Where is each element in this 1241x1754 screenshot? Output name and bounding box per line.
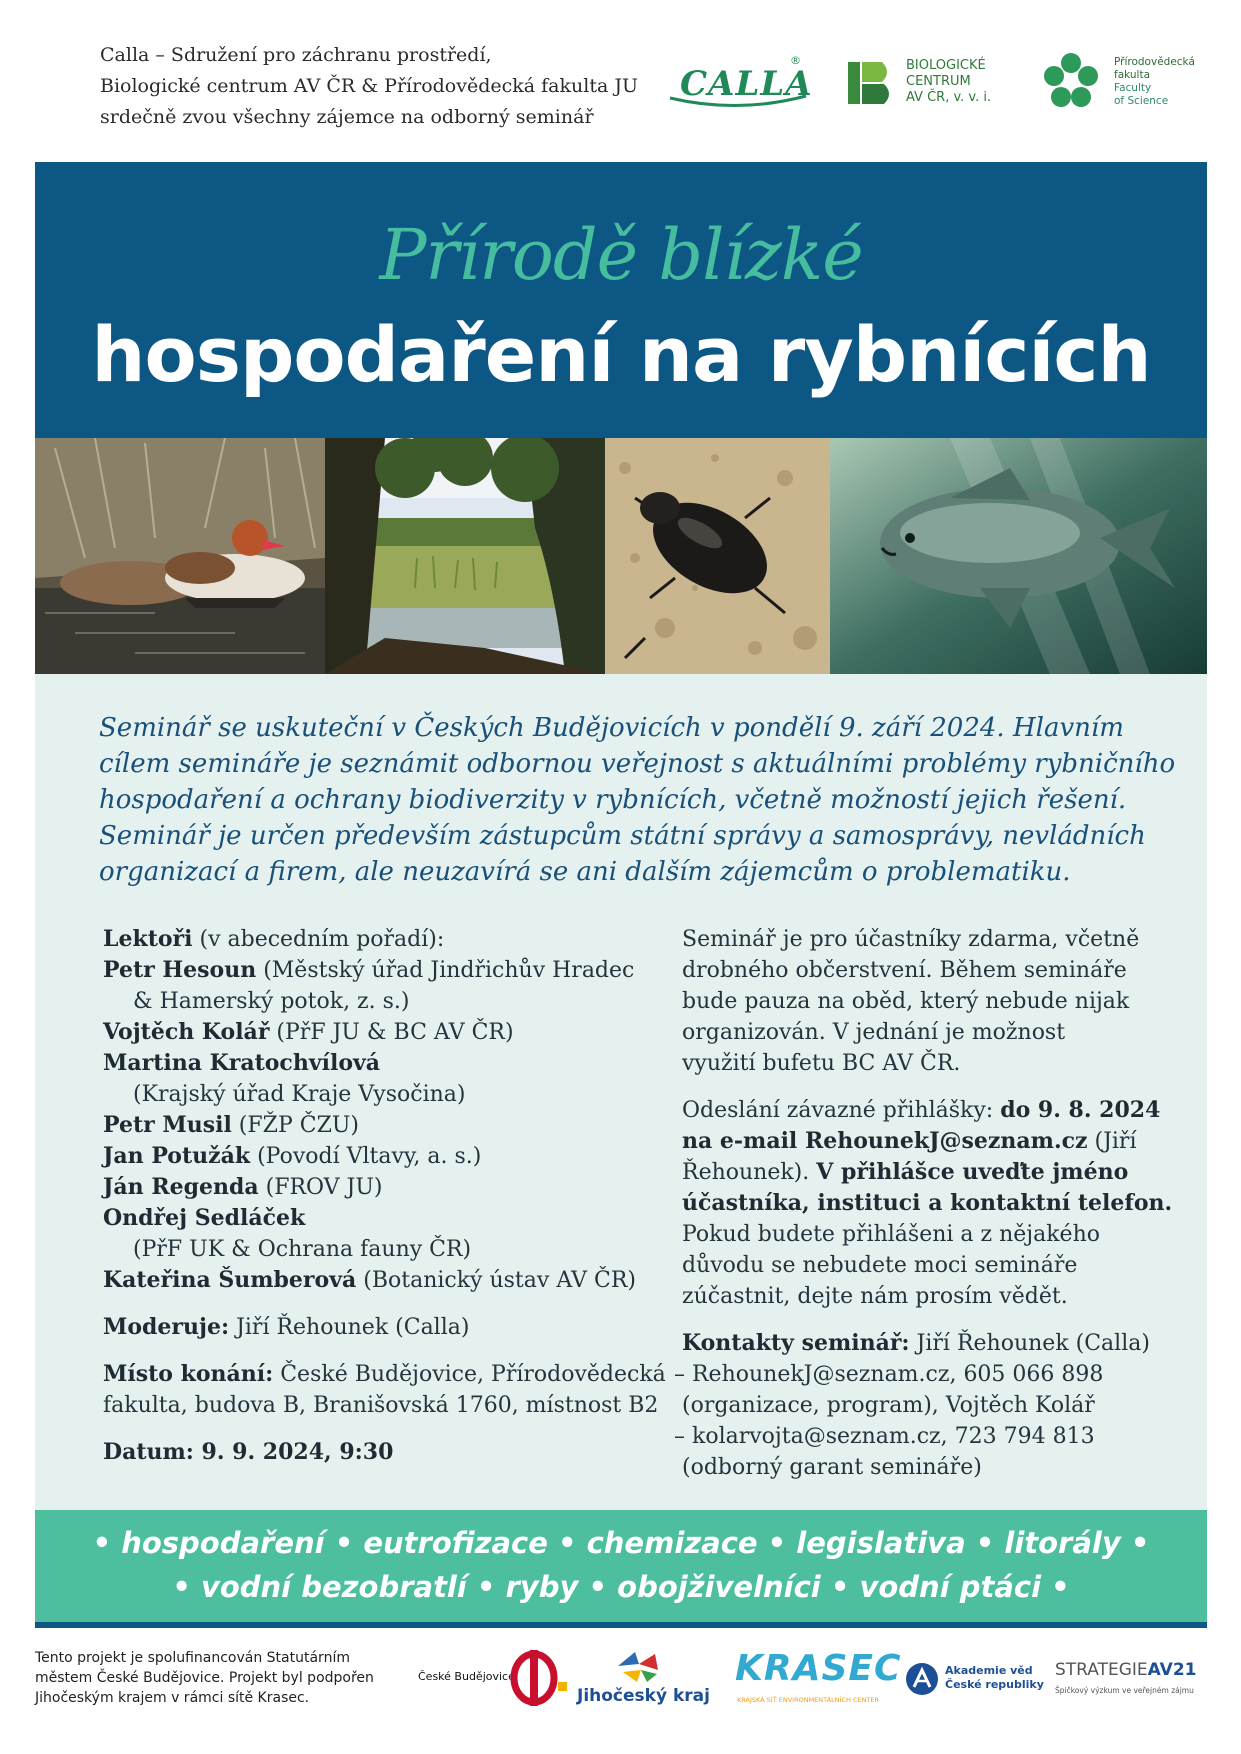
strategie-av21-logo: STRATEGIEAV21 Špičkový výzkum ve veřejném zájmu bbox=[1055, 1660, 1197, 1695]
intro-line: Biologické centrum AV ČR & Přírodovědecká fakulta JU bbox=[100, 75, 638, 97]
keywords-line: • vodní bezobratlí • ryby • obojživelníci • vodní ptáci • bbox=[172, 1570, 1070, 1604]
photo-strip bbox=[35, 438, 1207, 674]
moderator: Moderuje: Jiří Řehounek (Calla) bbox=[103, 1314, 470, 1340]
photo-duck bbox=[35, 438, 325, 674]
lecturer-item: Ondřej Sedláček bbox=[103, 1205, 306, 1231]
lecturer-item: Petr Hesoun (Městský úřad Jindřichův Hradec bbox=[103, 957, 635, 983]
bc-leaf-icon bbox=[848, 58, 894, 108]
calla-logo-text: CALLA bbox=[680, 64, 813, 104]
photo-beetle bbox=[605, 438, 830, 674]
jk-mark-icon bbox=[613, 1648, 663, 1682]
lecturer-item: Petr Musil (FŽP ČZU) bbox=[103, 1112, 359, 1138]
venue: Místo konání: České Budějovice, Přírodovědecká bbox=[103, 1361, 666, 1387]
akademie-ved-logo: Akademie věd České republiky bbox=[905, 1660, 1035, 1700]
lecturer-item: Jan Potužák (Povodí Vltavy, a. s.) bbox=[103, 1143, 482, 1169]
biologicke-centrum-logo: BIOLOGICKÉ CENTRUM AV ČR, v. v. i. bbox=[848, 58, 1008, 110]
registration-email: na e-mail RehounekJ@seznam.cz (Jiří bbox=[682, 1128, 1137, 1154]
intro-line: Calla – Sdružení pro záchranu prostředí, bbox=[100, 44, 492, 66]
cb-mark-icon bbox=[510, 1650, 568, 1706]
keywords-band bbox=[35, 1510, 1207, 1622]
info-section bbox=[35, 674, 1207, 1510]
title-line-1: Přírodě blízké bbox=[379, 214, 863, 296]
intro-text bbox=[100, 40, 660, 133]
jihocesky-kraj-logo: Jihočeský kraj bbox=[575, 1648, 705, 1710]
contacts: Kontakty seminář: Jiří Řehounek (Calla) bbox=[682, 1330, 1150, 1356]
prf-jcu-logo: Přírodovědecká fakulta Faculty of Science bbox=[1042, 52, 1222, 112]
lecturer-item: Ján Regenda (FROV JU) bbox=[103, 1174, 383, 1200]
title-line-2: hospodaření na rybnících bbox=[91, 310, 1151, 399]
lecturers-column: Lektoři (v abecedním pořadí): Petr Hesoun (Městský úřad Jindřichův Hradec & Hamerský potok, z. s.) Vojtěch Kolář (PřF JU & BC AV ČR) Martina Kratochvílová (Krajský úřad Kraje Vysočina) Petr Musil (FŽP ČZU) Jan Potužák (Povodí Vltavy, a. s.) Ján Regenda (FROV JU) Ondřej Sedláček (PřF UK & Ochrana fauny ČR) Kateřina Šumberová (Botanický ústav AV ČR) Moderuje: Jiří Řehounek (Calla) Místo konání: České Budějovice, Přírodovědecká fakulta, budova B, Branišovská 1760, místnost B2 Datum: 9. 9. 2024, 9:30 bbox=[103, 924, 663, 1468]
calla-swoosh-icon bbox=[668, 92, 808, 112]
event-date: Datum: 9. 9. 2024, 9:30 bbox=[103, 1439, 394, 1465]
krasec-logo: KRASEC KRAJSKÁ SÍŤ ENVIRONMENTÁLNÍCH CENTER bbox=[735, 1648, 902, 1704]
details-column: Seminář je pro účastníky zdarma, včetně drobného občerstvení. Během semináře bude pauza na oběd, který nebude nijak organizován. V jednání je možnost využití bufetu BC AV ČR. Odeslání závazné přihlášky: do 9. 8. 2024 na e-mail RehounekJ@seznam.cz (Jiří Řehounek). V přihlášce uveďte jméno účastníka, instituci a kontaktní telefon. Pokud budete přihlášeni a z nějakého důvodu se nebudete moci semináře zúčastnit, dejte nám prosím vědět. Kontakty seminář: Jiří Řehounek (Calla) – RehounekJ@seznam.cz, 605 066 898 (organizace, program), Vojtěch Kolář – kolarvojta@seznam.cz, 723 794 813 (odborný garant semináře) bbox=[682, 924, 1182, 1483]
av-mark-icon bbox=[905, 1662, 939, 1696]
lecturer-item: Vojtěch Kolář (PřF JU & BC AV ČR) bbox=[103, 1019, 514, 1045]
lecturer-item: Kateřina Šumberová (Botanický ústav AV ČR) bbox=[103, 1267, 636, 1293]
divider bbox=[35, 1622, 1207, 1628]
funding-note: Tento projekt je spolufinancován Statutárním městem České Budějovice. Projekt byl podpořen Jihočeským krajem v rámci sítě Krasec. bbox=[35, 1650, 374, 1706]
calla-logo: CALLA ® bbox=[668, 52, 808, 112]
photo-carp bbox=[830, 438, 1207, 674]
title-banner bbox=[35, 162, 1207, 438]
keywords-line: • hospodaření • eutrofizace • chemizace • legislativa • litorály • bbox=[92, 1526, 1150, 1560]
lecturers-heading: Lektoři (v abecedním pořadí): bbox=[103, 926, 445, 952]
flower-icon bbox=[1042, 52, 1100, 110]
lead-paragraph: Seminář se uskuteční v Českých Budějovicích v pondělí 9. září 2024. Hlavním cílem semináře je seznámit odbornou veřejnost s aktuálními problémy rybničního hospodaření a ochrany biodiverzity v rybnících, včetně možností jejich řešení. Seminář je určen především zástupcům státní správy a samosprávy, nevládních organizací a firem, ale neuzavírá se ani dalším zájemcům o problematiku. bbox=[99, 713, 1176, 887]
intro-line: srdečně zvou všechny zájemce na odborný seminář bbox=[100, 106, 594, 128]
registration-deadline: Odeslání závazné přihlášky: do 9. 8. 2024 bbox=[682, 1097, 1161, 1123]
ceske-budejovice-logo: České Budějovice bbox=[418, 1648, 568, 1708]
photo-meadow bbox=[325, 438, 605, 674]
lecturer-item: Martina Kratochvílová bbox=[103, 1050, 381, 1076]
